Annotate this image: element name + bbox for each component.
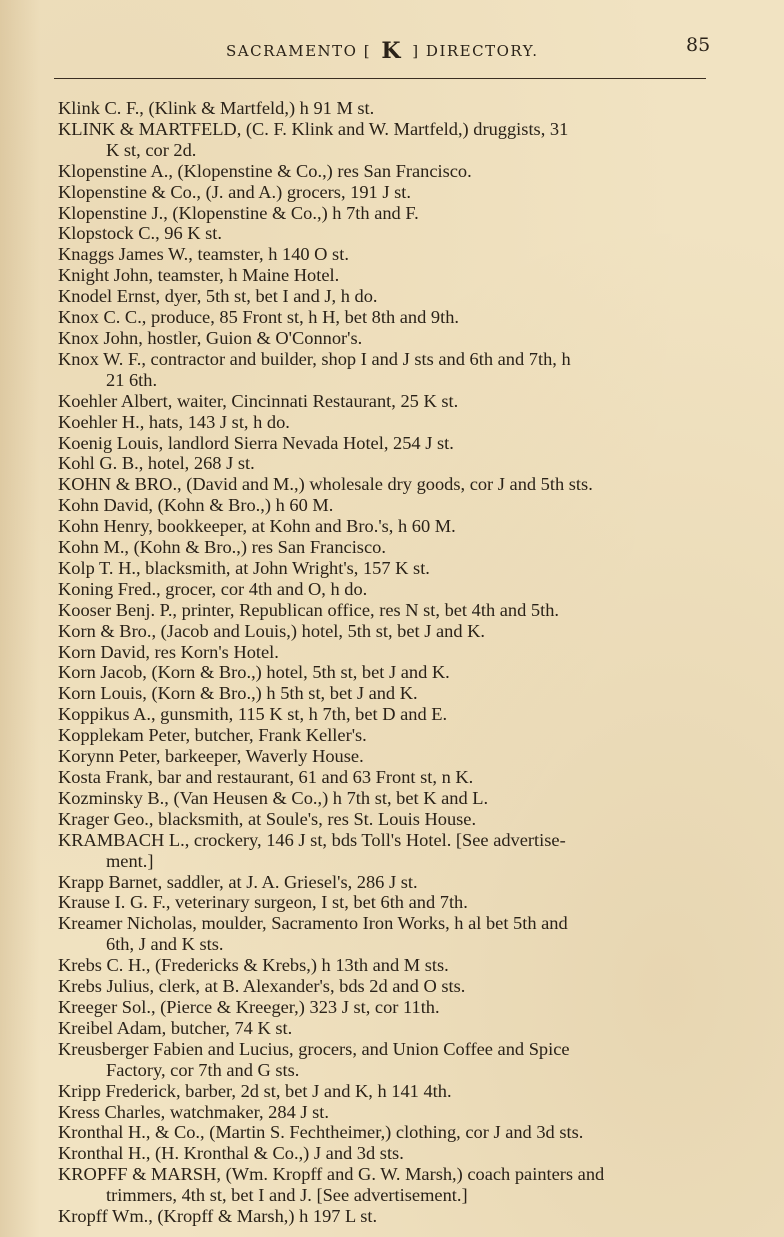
directory-entry: Kohn David, (Kohn & Bro.,) h 60 M. — [58, 495, 334, 516]
directory-entry: Koenig Louis, landlord Sierra Nevada Hotel, 254 J st. — [58, 432, 454, 453]
directory-entry: Koppikus A., gunsmith, 115 K st, h 7th, bet D and E. — [58, 704, 448, 725]
directory-entry: Knight John, teamster, h Maine Hotel. — [58, 265, 340, 286]
directory-entry: Kress Charles, watchmaker, 284 J st. — [58, 1101, 329, 1122]
directory-entry: Korn & Bro., (Jacob and Louis,) hotel, 5th st, bet J and K. — [58, 620, 486, 641]
directory-entry: Korynn Peter, barkeeper, Waverly House. — [58, 746, 364, 767]
directory-entry: Knox John, hostler, Guion & O'Connor's. — [58, 327, 363, 348]
directory-entry: Korn Louis, (Korn & Bro.,) h 5th st, bet J and K. — [58, 683, 418, 704]
directory-entry: Kropff Wm., (Kropff & Marsh,) h 197 L st. — [58, 1206, 378, 1227]
directory-entry: Kohl G. B., hotel, 268 J st. — [58, 453, 255, 474]
entry-continuation-line: K st, cor 2d. — [106, 139, 197, 160]
directory-entry: Klopenstine & Co., (J. and A.) grocers, 191 J st. — [58, 181, 411, 202]
directory-entry: Kosta Frank, bar and restaurant, 61 and 63 Front st, n K. — [58, 767, 474, 787]
directory-entry: Koehler Albert, waiter, Cincinnati Restaurant, 25 K st. — [58, 390, 459, 411]
directory-entry: Kooser Benj. P., printer, Republican office, res N st, bet 4th and 5th. — [58, 599, 559, 620]
directory-entries — [58, 98, 726, 1227]
directory-entry: Kripp Frederick, barber, 2d st, bet J and K, h 141 4th. — [58, 1080, 452, 1101]
directory-entry: Krager Geo., blacksmith, at Soule's, res St. Louis House. — [58, 808, 477, 829]
entry-continuation-line: trimmers, 4th st, bet I and J. [See advertisement.] — [106, 1185, 468, 1206]
section-letter: K — [381, 38, 402, 64]
directory-entry: Korn Jacob, (Korn & Bro.,) hotel, 5th st, bet J and K. — [58, 662, 450, 683]
directory-entry: KROPFF & MARSH, (Wm. Kropff and G. W. Marsh,) coach painters and — [58, 1164, 605, 1185]
entry-continuation-line: 21 6th. — [106, 369, 158, 390]
directory-entry: Kohn Henry, bookkeeper, at Kohn and Bro.'s, h 60 M. — [58, 516, 456, 537]
directory-entry: Krebs Julius, clerk, at B. Alexander's, bds 2d and O sts. — [58, 976, 466, 997]
running-head-title: DIRECTORY. — [425, 42, 539, 60]
directory-entry: Koning Fred., grocer, cor 4th and O, h do. — [58, 578, 368, 599]
directory-entry: Kreusberger Fabien and Lucius, grocers, and Union Coffee and Spice — [58, 1038, 570, 1059]
directory-entry: Krebs C. H., (Fredericks & Krebs,) h 13th and M sts. — [58, 955, 449, 976]
directory-entry: KLINK & MARTFELD, (C. F. Klink and W. Martfeld,) druggists, 31 — [58, 118, 569, 139]
directory-entry: Knodel Ernst, dyer, 5th st, bet I and J, h do. — [58, 286, 378, 307]
page-header — [0, 34, 784, 64]
directory-entry: Kopplekam Peter, butcher, Frank Keller's. — [58, 725, 367, 746]
directory-entry: KOHN & BRO., (David and M.,) wholesale dry goods, cor J and 5th sts. — [58, 474, 593, 495]
directory-entry: Kreibel Adam, butcher, 74 K st. — [58, 1017, 293, 1038]
directory-entry: Kohn M., (Kohn & Bro.,) res San Francisco. — [58, 537, 386, 558]
running-head-city: SACRAMENTO — [226, 42, 358, 60]
entry-continuation-line: ment.] — [106, 850, 154, 871]
directory-entry: Kreeger Sol., (Pierce & Kreeger,) 323 J st, cor 11th. — [58, 996, 440, 1017]
header-rule — [54, 78, 706, 79]
directory-entry: Krause I. G. F., veterinary surgeon, I st, bet 6th and 7th. — [58, 892, 468, 913]
directory-entry: Klopstock C., 96 K st. — [58, 223, 222, 244]
directory-entry: Knox W. F., contractor and builder, shop I and J sts and 6th and 7th, h — [58, 348, 571, 369]
entry-continuation-line: Factory, cor 7th and G sts. — [106, 1059, 300, 1080]
directory-entry: Kreamer Nicholas, moulder, Sacramento Iron Works, h al bet 5th and — [58, 913, 568, 934]
directory-entry: Kronthal H., & Co., (Martin S. Fechtheimer,) clothing, cor J and 3d sts. — [58, 1122, 584, 1143]
directory-entry: Knaggs James W., teamster, h 140 O st. — [58, 244, 349, 265]
running-head — [226, 38, 538, 64]
directory-entry: Klopenstine J., (Klopenstine & Co.,) h 7th and F. — [58, 202, 419, 223]
directory-entry: Koehler H., hats, 143 J st, h do. — [58, 411, 290, 432]
entry-continuation-line: 6th, J and K sts. — [106, 934, 224, 955]
directory-entry: Knox C. C., produce, 85 Front st, h H, bet 8th and 9th. — [58, 307, 459, 328]
page-number: 85 — [686, 34, 711, 56]
directory-entry: Klopenstine A., (Klopenstine & Co.,) res San Francisco. — [58, 160, 472, 181]
bracket-open: [ — [363, 42, 372, 60]
directory-entry: Kolp T. H., blacksmith, at John Wright's, 157 K st. — [58, 557, 430, 578]
directory-entry: Korn David, res Korn's Hotel. — [58, 641, 279, 662]
directory-entry: Kronthal H., (H. Kronthal & Co.,) J and 3d sts. — [58, 1143, 404, 1164]
directory-entry: KRAMBACH L., crockery, 146 J st, bds Toll's Hotel. [See advertise- — [58, 829, 566, 850]
directory-entry: Kozminsky B., (Van Heusen & Co.,) h 7th st, bet K and L. — [58, 787, 489, 808]
directory-entry: Krapp Barnet, saddler, at J. A. Griesel's, 286 J st. — [58, 871, 418, 892]
bracket-close: ] — [412, 42, 420, 60]
directory-entry: Klink C. F., (Klink & Martfeld,) h 91 M st. — [58, 98, 375, 118]
